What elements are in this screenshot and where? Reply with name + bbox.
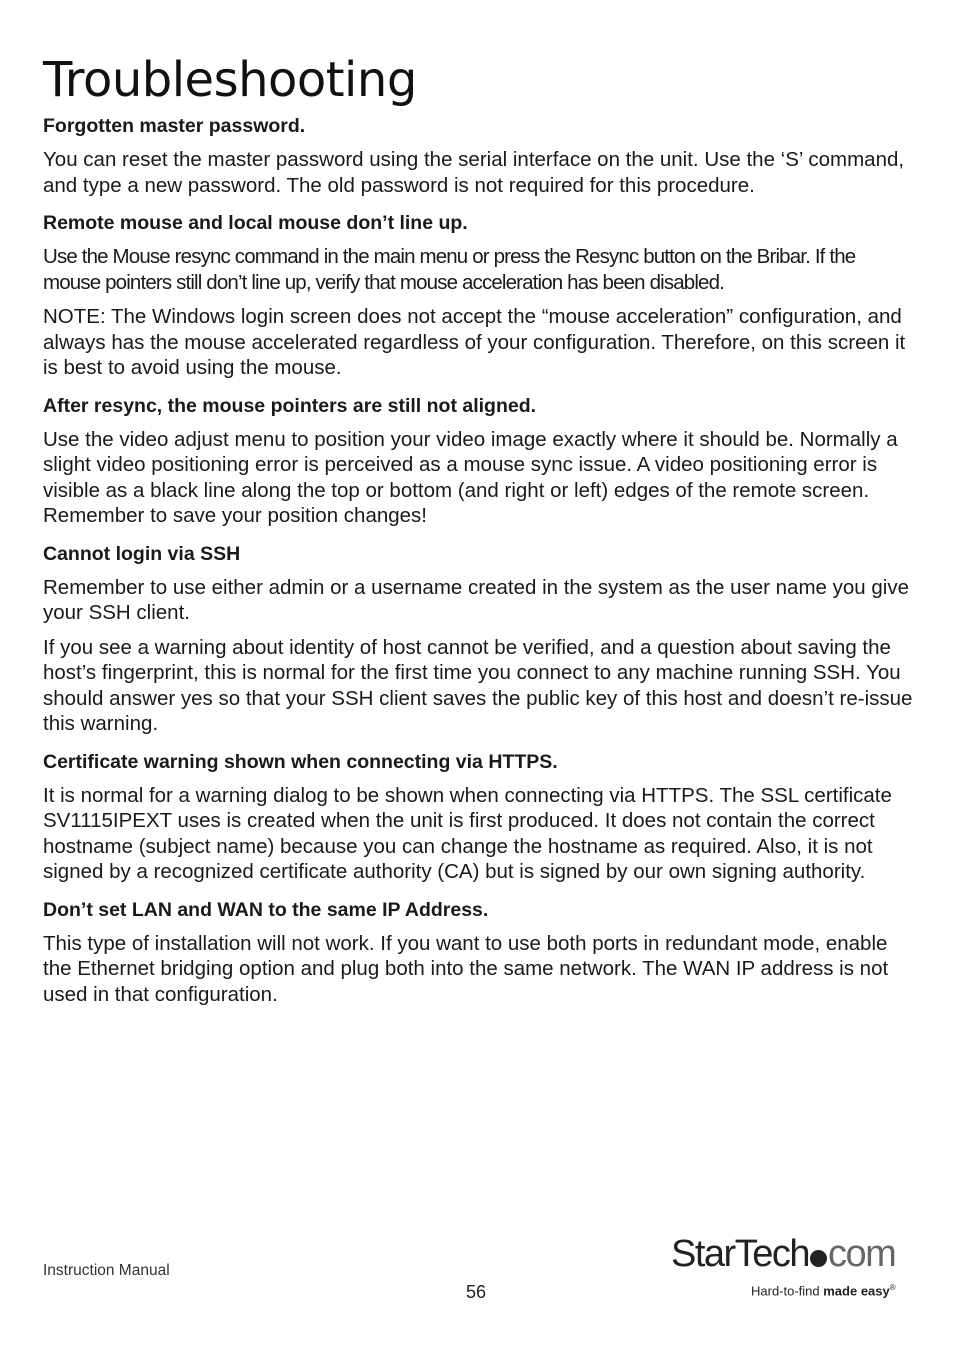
- logo-brand-text: StarTech: [671, 1233, 809, 1275]
- note-paragraph: NOTE: The Windows login screen does not accept the “mouse acceleration” configuration, and always has the mouse accelerated regardless of your configuration. Therefore, on this screen it is best to avoid using the mouse.: [43, 305, 906, 379]
- logo-com-text: com: [827, 1233, 896, 1275]
- section-https-certificate: [43, 746, 913, 885]
- section-heading: After resync, the mouse pointers are still not aligned.: [43, 394, 537, 417]
- section-heading: Cannot login via SSH: [43, 542, 241, 565]
- footer-label: Instruction Manual: [43, 1262, 170, 1279]
- section-paragraph: Remember to use either admin or a username created in the system as the user name you give your SSH client.: [43, 575, 909, 624]
- section-heading: Forgotten master password.: [43, 115, 306, 137]
- section-paragraph: You can reset the master password using the serial interface on the unit. Use the ‘S’ command, and type a new password. The old password is not required for this procedure.: [43, 148, 905, 197]
- tagline-strong: made easy: [823, 1283, 890, 1299]
- section-paragraph: This type of installation will not work. If you want to use both ports in redundant mode, enable the Ethernet bridging option and plug both into the same network. The WAN IP address is not used in that configuration.: [43, 931, 889, 1006]
- logo-tagline: [751, 1283, 896, 1298]
- section-heading: Remote mouse and local mouse don’t line up.: [43, 212, 468, 234]
- section-mouse-alignment: [43, 207, 913, 381]
- section-resync-misaligned: [43, 390, 913, 529]
- section-paragraph: It is normal for a warning dialog to be shown when connecting via HTTPS. The SSL certificate SV1115IPEXT uses is created when the unit is first produced. It does not contain the correct hostname (subject name) because you can change the hostname as required. Also, it is not signed by a recognized certificate authority (CA) but is signed by our own signing authority.: [43, 783, 892, 883]
- section-lan-wan-ip: [43, 894, 913, 1008]
- section-paragraph: Use the video adjust menu to position your video image exactly where it should be. Normally a slight video positioning error is perceived as a mouse sync issue. A video positioning error is visible as a black line along the top or bottom (and right or left) edges of the remote screen. Remember to save your position changes!: [43, 427, 898, 527]
- section-paragraph: If you see a warning about identity of host cannot be verified, and a question about saving the host’s fingerprint, this is normal for the first time you connect to any machine running SSH. You should answer yes so that your SSH client saves the public key of this host and doesn’t re-issue this warning.: [43, 635, 913, 735]
- section-heading: Don’t set LAN and WAN to the same IP Address.: [43, 898, 489, 921]
- section-ssh-login: [43, 538, 913, 737]
- page-number: 56: [466, 1282, 487, 1302]
- tagline-prefix: Hard-to-find: [751, 1283, 824, 1299]
- startech-logo: [671, 1234, 911, 1304]
- section-paragraph: Use the Mouse resync command in the main menu or press the Resync button on the Bribar. If the mouse pointers still don’t line up, verify that mouse acceleration has been disabled.: [43, 245, 856, 294]
- logo-wordmark: [671, 1234, 895, 1274]
- troubleshooting-content: [43, 110, 913, 1016]
- section-forgotten-password: [43, 110, 913, 198]
- page-title: Troubleshooting: [43, 52, 417, 108]
- registered-mark: ®: [889, 1283, 896, 1292]
- section-heading: Certificate warning shown when connecting via HTTPS.: [43, 750, 558, 773]
- logo-dot-icon: [810, 1250, 827, 1267]
